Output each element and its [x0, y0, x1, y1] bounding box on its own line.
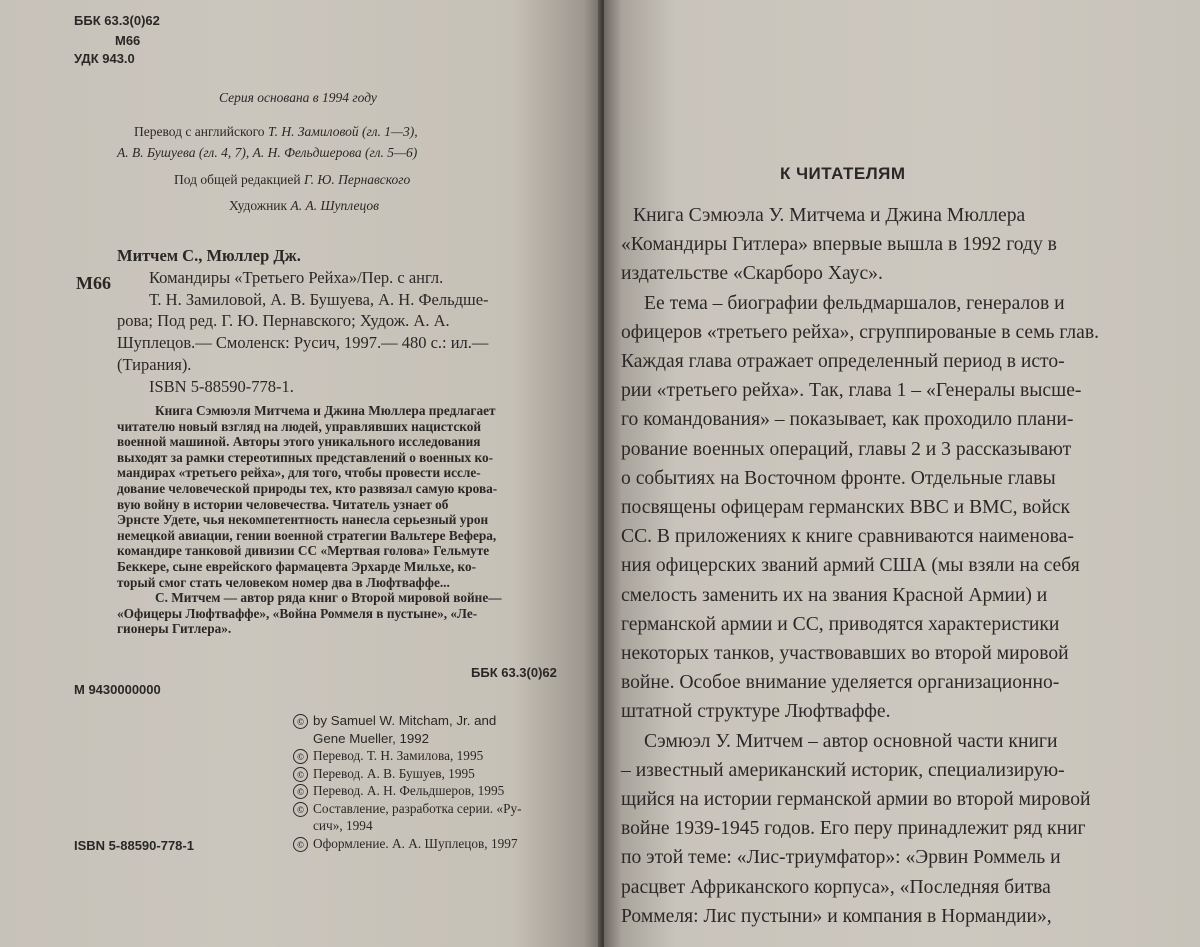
book-code: М66 [115, 33, 141, 48]
copyright-icon: © [293, 767, 308, 782]
copyright-icon: © [293, 749, 308, 764]
text-line: Книга Сэмюэла У. Митчема и Джина Мюллера [633, 205, 1026, 226]
biblio-authors: Митчем С., Мюллер Дж. [117, 246, 301, 265]
biblio-isbn: ISBN 5-88590-778-1. [149, 376, 294, 396]
udk-code: УДК 943.0 [74, 51, 135, 66]
copyright-line [293, 712, 522, 730]
copyright-icon: © [293, 784, 308, 799]
text-line: Сэмюэл У. Митчем – автор основной части книги [644, 730, 1058, 752]
annotation-line: читателю новый взгляд на людей, управлявших нацистской [117, 418, 482, 434]
biblio-line: рова; Под ред. Г. Ю. Пернавского; Худож. А. А. [117, 311, 450, 331]
bbk-code: ББК 63.3(0)62 [74, 13, 160, 28]
text-line: Роммеля: Лис пустыни» и компания в Нормандии», [621, 905, 1052, 927]
text-line: о событиях на Восточном фронте. Отдельные главы [621, 467, 1056, 489]
page-heading: К ЧИТАТЕЛЯМ [780, 164, 906, 183]
editor-credit [174, 172, 410, 188]
copyright-line [293, 835, 522, 853]
text-line: – известный американский историк, специализирую- [621, 759, 1065, 781]
biblio-line: Командиры «Третьего Рейха»/Пер. с англ. [149, 267, 444, 287]
translation-credit-line1 [134, 124, 418, 140]
biblio-line: Шуплецов.— Смоленск: Русич, 1997.— 480 с.: ил.— [117, 333, 489, 353]
editor-name: Г. Ю. Пернавского [303, 172, 411, 187]
copyright-text: сич», 1994 [313, 818, 373, 833]
text-line: рии «третьего рейха». Так, глава 1 – «Генералы высше- [621, 380, 1082, 402]
annotation-line: командире танковой дивизии СС «Мертвая голова» Гельмуте [117, 543, 490, 559]
copyright-text: Перевод. Т. Н. Замилова, 1995 [313, 748, 484, 763]
annotation-line: Беккере, сыне еврейского фармацевта Эрхарде Мильхе, ко- [117, 558, 477, 574]
annotation-line: выходят за рамки стереотипных представлений о военных ко- [117, 449, 494, 465]
text-line: ния офицерских званий армий США (мы взяли на себя [621, 555, 1080, 577]
text-line: издательстве «Скарборо Хаус». [621, 263, 883, 285]
annotation-line: торый смог стать человеком номер два в Люфтваффе... [117, 574, 450, 590]
bbk-bottom: ББК 63.3(0)62 [471, 665, 557, 680]
bibliographic-record [117, 245, 489, 398]
copyright-line [293, 817, 522, 835]
right-page [604, 0, 1200, 947]
biblio-line: Т. Н. Замиловой, А. В. Бушуева, А. Н. Фельдше- [149, 289, 489, 309]
copyright-line [293, 782, 522, 800]
text-line: рование военных операций, главы 2 и 3 рассказывают [621, 438, 1072, 460]
copyright-text: Оформление. А. А. Шуплецов, 1997 [313, 835, 518, 851]
text-line: расцвет Африканского корпуса», «Последняя битва [621, 876, 1051, 898]
copyright-text: Перевод. А. Н. Фельдшеров, 1995 [313, 783, 505, 798]
copyright-icon: © [293, 837, 308, 852]
translation-credit-line2: А. В. Бушуева (гл. 4, 7), А. Н. Фельдшерова (гл. 5—6) [117, 145, 418, 160]
copyright-line [293, 800, 522, 818]
text-line: го командования» – показывает, как проходило плани- [621, 409, 1074, 431]
text-line: некоторых танков, участвовавших во второй мировой [621, 643, 1069, 665]
biblio-line: (Тирания). [117, 354, 192, 374]
annotation-line: «Офицеры Люфтваффе», «Война Роммеля в пустыне», «Ле- [117, 605, 478, 621]
annotation-line: дование человеческой природы тех, кто развязал самую крова- [117, 480, 498, 496]
copyright-text: Gene Mueller, 1992 [313, 730, 430, 746]
translation-names: Т. Н. Замиловой (гл. 1—3), [267, 124, 418, 139]
translation-prefix: Перевод с английского [134, 124, 265, 139]
annotation-line: Книга Сэмюэля Митчема и Джина Мюллера предлагает [155, 403, 496, 418]
artist-credit [229, 198, 379, 214]
preface-text [621, 201, 1099, 931]
text-line: офицеров «третьего рейха», сгруппированые в семь глав. [621, 321, 1099, 343]
annotation-line: гионеры Гитлера». [117, 621, 232, 637]
text-line: щийся на истории германской армии во второй мировой [621, 789, 1091, 811]
text-line: германской армии и СС, приводятся характеристики [621, 613, 1060, 635]
series-note: Серия основана в 1994 году [219, 90, 377, 105]
m-code: М 9430000000 [74, 682, 161, 697]
copyright-text: by Samuel W. Mitcham, Jr. and [313, 713, 497, 728]
copyright-line [293, 747, 522, 765]
copyright-line [293, 730, 522, 748]
text-line: смелость заменить их на звания Красной Армии) и [621, 584, 1048, 606]
biblio-code: М66 [76, 273, 111, 293]
text-line: Ее тема – биографии фельдмаршалов, генералов и [644, 292, 1065, 314]
text-line: посвящены офицерам германских ВВС и ВМС, войск [621, 497, 1071, 519]
copyright-line [293, 765, 522, 783]
text-line: войне. Особое внимание уделяется организационно- [621, 672, 1060, 694]
text-line: по этой теме: «Лис-триумфатор»: «Эрвин Роммель и [621, 847, 1061, 869]
text-line: «Командиры Гитлера» впервые вышла в 1992 году в [621, 234, 1057, 256]
text-line: Каждая глава отражает определенный период в исто- [621, 351, 1065, 373]
copyright-block [293, 712, 522, 852]
isbn-bottom: ISBN 5-88590-778-1 [74, 838, 194, 853]
artist-name: А. А. Шуплецов [290, 198, 380, 213]
editor-prefix: Под общей редакцией [174, 172, 301, 187]
annotation-line: военной машиной. Авторы этого уникального исследования [117, 434, 481, 450]
copyright-icon: © [293, 802, 308, 817]
text-line: СС. В приложениях к книге сравниваются наименова- [621, 526, 1074, 548]
annotation-line: немецкой авиации, гении военной стратегии Вальтере Вефера, [117, 527, 497, 543]
copyright-icon: © [293, 714, 308, 729]
annotation-line: вую войну в истории человечества. Читатель узнает об [117, 496, 449, 512]
copyright-text: Составление, разработка серии. «Ру- [313, 800, 522, 816]
annotation-line: Эрнсте Удете, чья некомпетентность нанесла серьезный урон [117, 512, 489, 528]
annotation-line: С. Митчем — автор ряда книг о Второй мировой войне— [155, 590, 502, 606]
artist-prefix: Художник [229, 198, 288, 213]
annotation-line: мандирах «третьего рейха», для того, чтобы провести иссле- [117, 465, 481, 481]
copyright-text: Перевод. А. В. Бушуев, 1995 [313, 765, 475, 781]
text-line: штатной структуре Люфтваффе. [621, 701, 891, 723]
text-line: войне 1939-1945 годов. Его перу принадлежит ряд книг [621, 818, 1086, 840]
annotation [117, 403, 502, 637]
